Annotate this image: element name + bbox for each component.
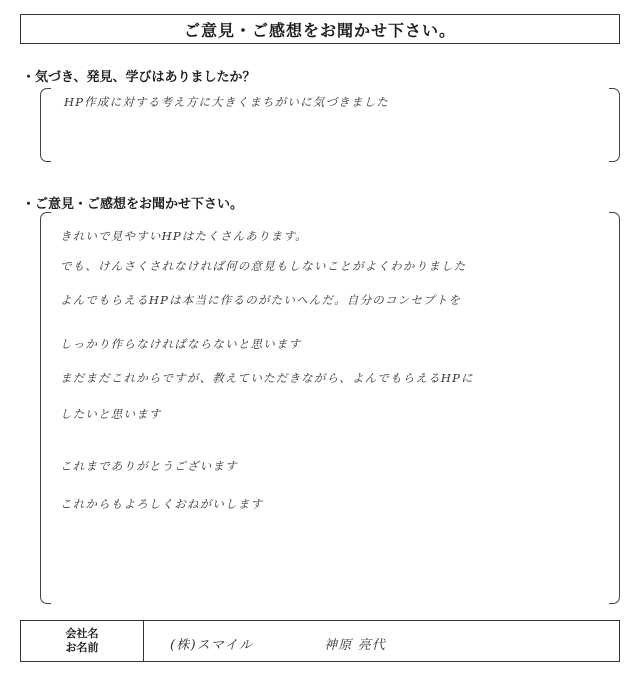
person-name-value: 神原 亮代 <box>324 638 387 653</box>
bracket-left <box>40 88 51 162</box>
bracket-right <box>609 212 620 604</box>
handwritten-line: これからもよろしくおねがいします <box>60 497 264 511</box>
handwritten-line: きれいで見やすいHPはたくさんあります。 <box>60 229 308 243</box>
bracket-right <box>609 88 620 162</box>
company-name-table <box>20 620 620 662</box>
handwritten-line: しっかり作らなければならないと思います <box>60 337 302 351</box>
section-heading-discoveries: ・気づき、発見、学びはありましたか？ <box>22 70 256 85</box>
company-value: (株)スマイル <box>170 638 254 653</box>
handwritten-line: でも、けんさくされなければ何の意見もしないことがよくわかりました <box>60 259 467 273</box>
bracket-left <box>40 212 51 604</box>
footer-value-cell <box>144 621 619 661</box>
opinions-answer-box <box>40 212 620 604</box>
handwritten-line: よんでもらえるHPは本当に作るのがたいへんだ。自分のコンセプトを <box>60 293 462 307</box>
section-heading-opinions: ・ご意見・ご感想をお聞かせ下さい。 <box>22 197 244 212</box>
handwritten-line: これまでありがとうございます <box>60 459 238 473</box>
discoveries-answer-box <box>40 88 620 162</box>
company-label: 会社名 <box>65 627 99 640</box>
name-label: お名前 <box>65 641 99 654</box>
footer-label-cell <box>21 621 144 661</box>
handwritten-line: HP作成に対する考え方に大きくまちがいに気づきました <box>64 95 389 109</box>
handwritten-line: まだまだこれからですが、教えていただきながら、よんでもらえるHPに <box>60 371 474 385</box>
handwritten-line: したいと思います <box>60 407 162 421</box>
form-title: ご意見・ご感想をお聞かせ下さい。 <box>20 14 620 44</box>
